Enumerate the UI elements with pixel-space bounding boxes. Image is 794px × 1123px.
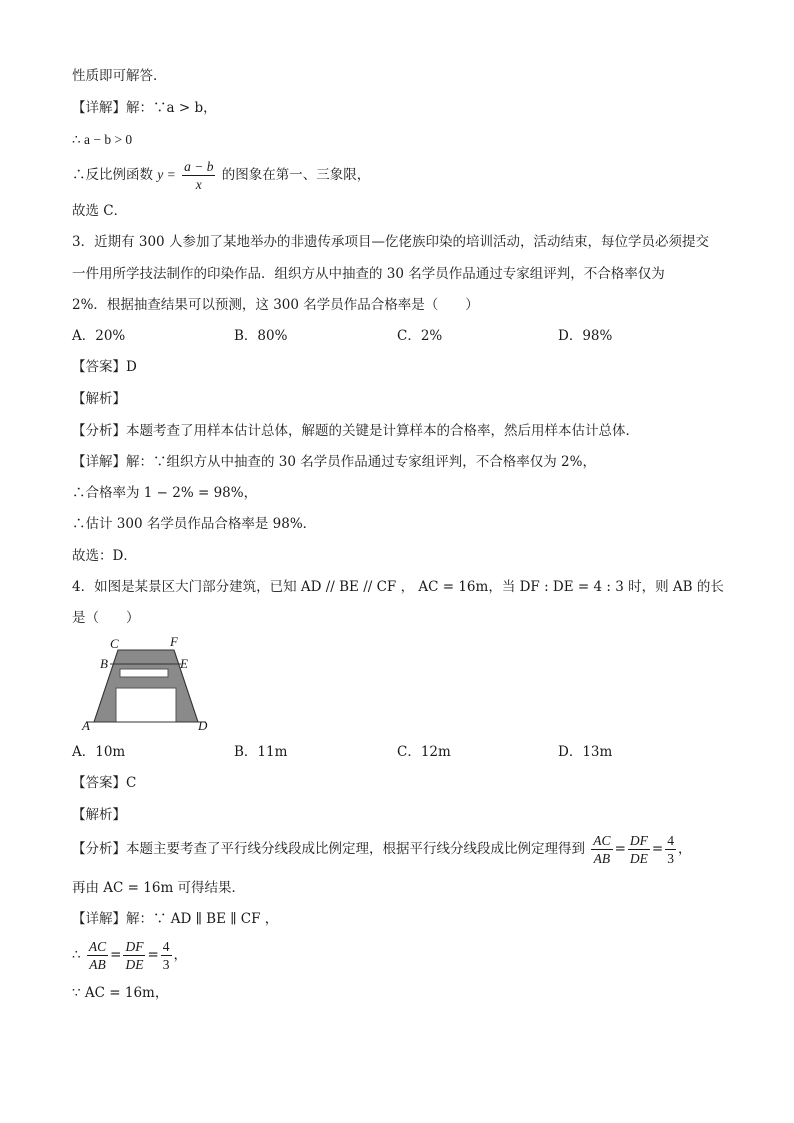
analysis-tag: 【分析】 (72, 841, 126, 857)
denominator: DE (629, 851, 648, 866)
answer-value: C (126, 775, 137, 791)
fraction (182, 158, 215, 193)
punct: ， (677, 841, 692, 857)
punct: ， (173, 947, 188, 963)
question-4-line-2: 是（ ） (72, 610, 140, 626)
detail-text: 解：∵组织方从中抽查的 30 名学员作品通过专家组评判，不合格率仅为 2%， (126, 454, 596, 470)
equals: = (614, 841, 626, 857)
answer-line (72, 357, 137, 377)
question-3-line-3: 2%．根据抽查结果可以预测，这 300 名学员作品合格率是（ ） (72, 297, 479, 313)
label-c: C (110, 636, 119, 651)
gate-sign (120, 669, 168, 677)
option-a: A．20% (72, 328, 126, 344)
equals: = (651, 841, 664, 857)
fraction-df-de (628, 832, 650, 867)
text-line: 性质即可解答． (72, 68, 167, 84)
step-line: ∵ AC = 16m， (72, 985, 169, 1001)
text: 的图象在第一、三象限， (221, 167, 371, 183)
numerator: DF (125, 939, 144, 954)
numerator: AC (593, 833, 611, 848)
analysis-text: 本题主要考查了平行线分线段成比例定理，根据平行线分线段成比例定理得到 (126, 841, 585, 857)
label-d: D (198, 718, 208, 733)
analysis-tag: 【分析】 (72, 423, 126, 439)
detail-line (72, 909, 278, 929)
math-y: y = (157, 167, 176, 182)
option-b: B．11m (234, 744, 288, 760)
answer-tag: 【答案】 (72, 359, 126, 375)
question-3-line-2: 一件用所学技法制作的印染作品．组织方从中抽查的 30 名学员作品通过专家组评判，不合格率仅为 (72, 266, 665, 282)
equals: = (110, 947, 122, 963)
equals: = (147, 947, 159, 963)
denominator: 3 (162, 957, 170, 972)
numerator: 4 (667, 833, 674, 848)
answer-line (72, 773, 136, 793)
detail-text: 解：∵a > b， (126, 100, 217, 116)
question-3-line-1: 3．近期有 300 人参加了某地举办的非遗传承项目—仡佬族印染的培训活动，活动结束，每位学员必须提交 (72, 234, 709, 250)
question-4-line-1: 4．如图是某景区大门部分建筑，已知 AD // BE // CF ， AC = 16m，当 DF : DE = 4 : 3 时，则 AB 的长 (72, 579, 724, 595)
step-line (72, 938, 187, 973)
step-line: 故选：D． (72, 548, 137, 564)
option-c: C．2% (397, 328, 443, 344)
denominator: x (195, 177, 202, 192)
option-a: A．10m (72, 744, 126, 760)
denominator: 3 (667, 851, 674, 866)
fraction-4-3 (665, 832, 676, 867)
answer-value: D (126, 359, 137, 375)
analysis-line (72, 421, 639, 441)
numerator: AC (88, 939, 107, 954)
fraction-df-de (123, 938, 145, 973)
analysis-line (72, 832, 691, 867)
step-line: ∴估计 300 名学员作品合格率是 98%． (72, 516, 317, 532)
option-c: C．12m (397, 744, 451, 760)
answer-choice-line: 故选 C． (72, 203, 128, 219)
option-d: D．98% (558, 328, 613, 344)
step-line: ∴合格率为 1 − 2% = 98%， (72, 485, 258, 501)
detail-text: 解：∵ AD ∥ BE ∥ CF ， (126, 911, 279, 927)
analysis-line-2: 再由 AC = 16m 可得结果． (72, 880, 246, 896)
denominator: DE (125, 957, 144, 972)
analysis-heading: 【解析】 (72, 391, 126, 407)
label-b: B (100, 656, 108, 671)
numerator: 4 (162, 939, 170, 954)
detail-tag: 【详解】 (72, 100, 126, 116)
function-line (72, 158, 370, 193)
fraction-ac-ab (591, 832, 612, 867)
analysis-heading: 【解析】 (72, 807, 126, 823)
denominator: AB (593, 851, 611, 866)
detail-tag: 【详解】 (72, 911, 126, 927)
analysis-text: 本题考查了用样本估计总体，解题的关键是计算样本的合格率，然后用样本估计总体． (126, 423, 639, 439)
detail-tag: 【详解】 (72, 454, 126, 470)
math-line: ∴ a − b > 0 (72, 132, 133, 147)
denominator: AB (89, 957, 106, 972)
numerator: DF (629, 833, 648, 848)
detail-line (72, 452, 596, 472)
option-b: B．80% (234, 328, 288, 344)
therefore: ∴ (72, 947, 81, 963)
fraction-ac-ab (87, 938, 108, 973)
fraction-4-3 (161, 938, 172, 973)
label-f: F (170, 634, 178, 649)
detail-line (72, 98, 217, 118)
gate-figure (80, 634, 220, 734)
option-d: D．13m (558, 744, 613, 760)
label-a: A (82, 718, 90, 733)
text: ∴反比例函数 (72, 167, 153, 183)
answer-tag: 【答案】 (72, 775, 126, 791)
numerator: a − b (184, 159, 214, 174)
label-e: E (180, 656, 188, 671)
